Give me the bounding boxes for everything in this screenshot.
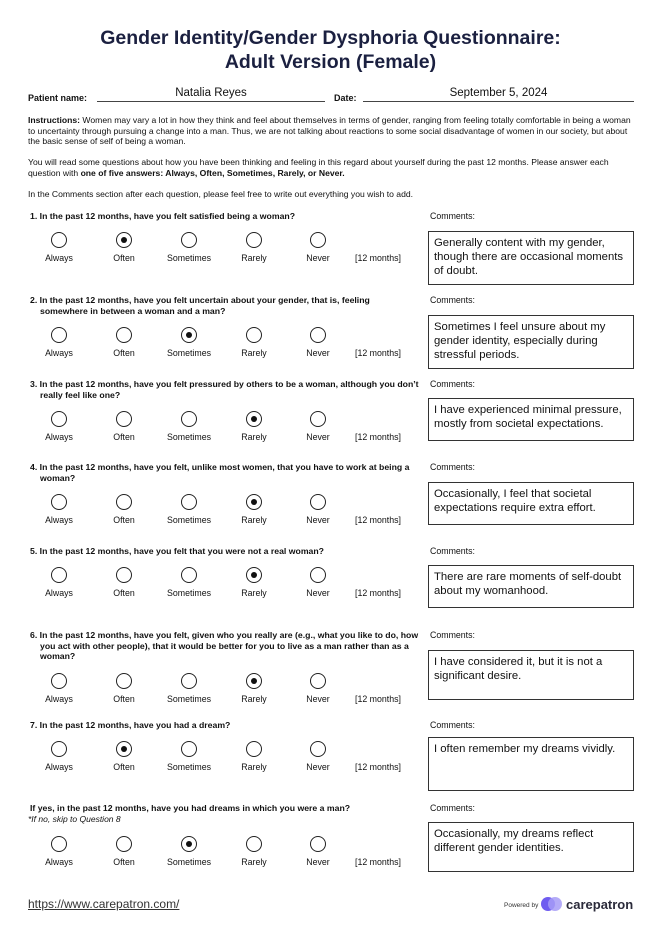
option-label: Always bbox=[45, 432, 73, 442]
radio-never[interactable] bbox=[310, 567, 326, 583]
option-label: Often bbox=[113, 857, 135, 867]
comments-label: Comments: bbox=[430, 211, 475, 221]
option-label: Never bbox=[306, 588, 330, 598]
page-title bbox=[0, 26, 661, 74]
option-label: Never bbox=[306, 857, 330, 867]
date-label: Date: bbox=[334, 93, 357, 103]
radio-always[interactable] bbox=[51, 327, 67, 343]
radio-often[interactable] bbox=[116, 741, 132, 757]
radio-sometimes[interactable] bbox=[181, 327, 197, 343]
radio-selected-dot bbox=[251, 678, 258, 685]
period-label: [12 months] bbox=[355, 694, 401, 704]
radio-rarely[interactable] bbox=[246, 741, 262, 757]
radio-sometimes[interactable] bbox=[181, 567, 197, 583]
comment-box[interactable]: Occasionally, my dreams reflect different gender identities. bbox=[428, 822, 634, 872]
radio-selected-dot bbox=[186, 841, 193, 848]
date-field[interactable]: September 5, 2024 bbox=[363, 87, 634, 102]
radio-always[interactable] bbox=[51, 567, 67, 583]
option-label: Rarely bbox=[241, 348, 267, 358]
answer-instructions-text: You will read some questions about how you have been thinking and feeling in this regard about yourself during the past 12 months. Please answer each question with bbox=[28, 157, 609, 178]
radio-often[interactable] bbox=[116, 327, 132, 343]
radio-never[interactable] bbox=[310, 327, 326, 343]
radio-selected-dot bbox=[251, 416, 258, 423]
option-label: Sometimes bbox=[167, 694, 211, 704]
question-note: *If no, skip to Question 8 bbox=[28, 814, 121, 824]
comments-label: Comments: bbox=[430, 803, 475, 813]
radio-often[interactable] bbox=[116, 567, 132, 583]
option-label: Sometimes bbox=[167, 253, 211, 263]
comment-box[interactable]: There are rare moments of self-doubt about my womanhood. bbox=[428, 565, 634, 608]
period-label: [12 months] bbox=[355, 515, 401, 525]
option-label: Sometimes bbox=[167, 762, 211, 772]
radio-sometimes[interactable] bbox=[181, 494, 197, 510]
comments-instructions: In the Comments section after each question, please feel free to write out everything you wish to add. bbox=[28, 189, 414, 199]
title-line-2: Adult Version (Female) bbox=[224, 51, 437, 73]
comments-label: Comments: bbox=[430, 295, 475, 305]
question-text: 1. In the past 12 months, have you felt satisfied being a woman? bbox=[30, 211, 296, 221]
powered-by-label: Powered by bbox=[504, 902, 539, 909]
patient-name-label: Patient name: bbox=[28, 93, 88, 103]
question-text: 5. In the past 12 months, have you felt that you were not a real woman? bbox=[30, 546, 324, 556]
comment-box[interactable]: Occasionally, I feel that societal expectations require extra effort. bbox=[428, 482, 634, 525]
radio-sometimes[interactable] bbox=[181, 741, 197, 757]
answer-options-text: one of five answers: Always, Often, Sometimes, Rarely, or Never. bbox=[80, 167, 345, 178]
carepatron-logo-icon bbox=[541, 895, 563, 913]
option-label: Rarely bbox=[241, 588, 267, 598]
period-label: [12 months] bbox=[355, 348, 401, 358]
option-label: Often bbox=[113, 762, 135, 772]
option-label: Never bbox=[306, 348, 330, 358]
radio-rarely[interactable] bbox=[246, 673, 262, 689]
radio-often[interactable] bbox=[116, 411, 132, 427]
instructions-lead: Instructions: bbox=[28, 115, 81, 125]
instructions-paragraph bbox=[28, 115, 636, 147]
radio-often[interactable] bbox=[116, 673, 132, 689]
option-label: Never bbox=[306, 762, 330, 772]
radio-always[interactable] bbox=[51, 232, 67, 248]
option-label: Rarely bbox=[241, 857, 267, 867]
option-label: Always bbox=[45, 253, 73, 263]
option-label: Always bbox=[45, 857, 73, 867]
comments-label: Comments: bbox=[430, 379, 475, 389]
period-label: [12 months] bbox=[355, 762, 401, 772]
question-text: 7. In the past 12 months, have you had a dream? bbox=[30, 720, 231, 730]
radio-sometimes[interactable] bbox=[181, 411, 197, 427]
option-label: Rarely bbox=[241, 515, 267, 525]
radio-sometimes[interactable] bbox=[181, 232, 197, 248]
answer-instructions bbox=[28, 157, 636, 178]
radio-rarely[interactable] bbox=[246, 327, 262, 343]
comments-label: Comments: bbox=[430, 630, 475, 640]
option-label: Often bbox=[113, 348, 135, 358]
radio-often[interactable] bbox=[116, 494, 132, 510]
radio-selected-dot bbox=[121, 746, 128, 753]
radio-rarely[interactable] bbox=[246, 836, 262, 852]
radio-rarely[interactable] bbox=[246, 411, 262, 427]
radio-never[interactable] bbox=[310, 494, 326, 510]
period-label: [12 months] bbox=[355, 432, 401, 442]
radio-never[interactable] bbox=[310, 741, 326, 757]
option-label: Often bbox=[113, 588, 135, 598]
radio-often[interactable] bbox=[116, 232, 132, 248]
radio-always[interactable] bbox=[51, 673, 67, 689]
option-label: Sometimes bbox=[167, 432, 211, 442]
option-label: Rarely bbox=[241, 432, 267, 442]
question-text: 2. In the past 12 months, have you felt uncertain about your gender, that is, feeling somewhere in between a woman and a man? bbox=[30, 295, 370, 316]
radio-never[interactable] bbox=[310, 673, 326, 689]
option-label: Rarely bbox=[241, 253, 267, 263]
instructions-text: Women may vary a lot in how they think and feel about themselves in terms of gender, ranging from feeling totally comfortable in being a woman to uncertainty through pursuing a change into a man. Thus, we are not talking about reactions to some social disadvantage of women in our society, but about the basic sense of self of being a woman. bbox=[28, 115, 631, 147]
option-label: Sometimes bbox=[167, 588, 211, 598]
period-label: [12 months] bbox=[355, 857, 401, 867]
question-text: 4. In the past 12 months, have you felt, unlike most women, that you have to work at being a woman? bbox=[30, 462, 410, 483]
option-label: Rarely bbox=[241, 694, 267, 704]
radio-selected-dot bbox=[121, 237, 128, 244]
radio-never[interactable] bbox=[310, 836, 326, 852]
question-text: 6. In the past 12 months, have you felt, given who you really are (e.g., what you like to do, how you act with other people), that it would be better for you to live as a man rather than as a woman? bbox=[30, 630, 419, 661]
radio-selected-dot bbox=[186, 332, 193, 339]
question-text: 3. In the past 12 months, have you felt pressured by others to be a woman, although you don’t really feel like one? bbox=[30, 379, 419, 400]
brand-name: carepatron bbox=[566, 897, 634, 912]
radio-often[interactable] bbox=[116, 836, 132, 852]
radio-rarely[interactable] bbox=[246, 567, 262, 583]
option-label: Rarely bbox=[241, 762, 267, 772]
footer-link[interactable]: https://www.carepatron.com/ bbox=[28, 897, 180, 911]
radio-selected-dot bbox=[251, 572, 258, 579]
radio-always[interactable] bbox=[51, 836, 67, 852]
option-label: Sometimes bbox=[167, 857, 211, 867]
option-label: Never bbox=[306, 515, 330, 525]
title-line-1: Gender Identity/Gender Dysphoria Questionnaire: bbox=[100, 27, 561, 49]
comment-box[interactable]: Generally content with my gender, though there are occasional moments of doubt. bbox=[428, 231, 634, 285]
comment-box[interactable]: Sometimes I feel unsure about my gender identity, especially during stressful periods. bbox=[428, 315, 634, 369]
comments-label: Comments: bbox=[430, 462, 475, 472]
option-label: Often bbox=[113, 515, 135, 525]
option-label: Never bbox=[306, 432, 330, 442]
question-text: If yes, in the past 12 months, have you had dreams in which you were a man? bbox=[30, 803, 351, 813]
option-label: Never bbox=[306, 253, 330, 263]
radio-always[interactable] bbox=[51, 494, 67, 510]
option-label: Often bbox=[113, 432, 135, 442]
radio-never[interactable] bbox=[310, 232, 326, 248]
option-label: Never bbox=[306, 694, 330, 704]
option-label: Often bbox=[113, 253, 135, 263]
option-label: Always bbox=[45, 588, 73, 598]
comments-label: Comments: bbox=[430, 720, 475, 730]
comments-label: Comments: bbox=[430, 546, 475, 556]
period-label: [12 months] bbox=[355, 588, 401, 598]
comment-box[interactable]: I have considered it, but it is not a significant desire. bbox=[428, 650, 634, 700]
radio-sometimes[interactable] bbox=[181, 836, 197, 852]
option-label: Always bbox=[45, 515, 73, 525]
patient-name-field[interactable]: Natalia Reyes bbox=[97, 87, 325, 102]
option-label: Often bbox=[113, 694, 135, 704]
radio-always[interactable] bbox=[51, 411, 67, 427]
radio-never[interactable] bbox=[310, 411, 326, 427]
radio-rarely[interactable] bbox=[246, 232, 262, 248]
comment-box[interactable]: I often remember my dreams vividly. bbox=[428, 737, 634, 791]
radio-always[interactable] bbox=[51, 741, 67, 757]
option-label: Always bbox=[45, 694, 73, 704]
option-label: Always bbox=[45, 762, 73, 772]
option-label: Always bbox=[45, 348, 73, 358]
radio-selected-dot bbox=[251, 499, 258, 506]
comment-box[interactable]: I have experienced minimal pressure, mostly from societal expectations. bbox=[428, 398, 634, 441]
radio-rarely[interactable] bbox=[246, 494, 262, 510]
radio-sometimes[interactable] bbox=[181, 673, 197, 689]
option-label: Sometimes bbox=[167, 348, 211, 358]
option-label: Sometimes bbox=[167, 515, 211, 525]
period-label: [12 months] bbox=[355, 253, 401, 263]
